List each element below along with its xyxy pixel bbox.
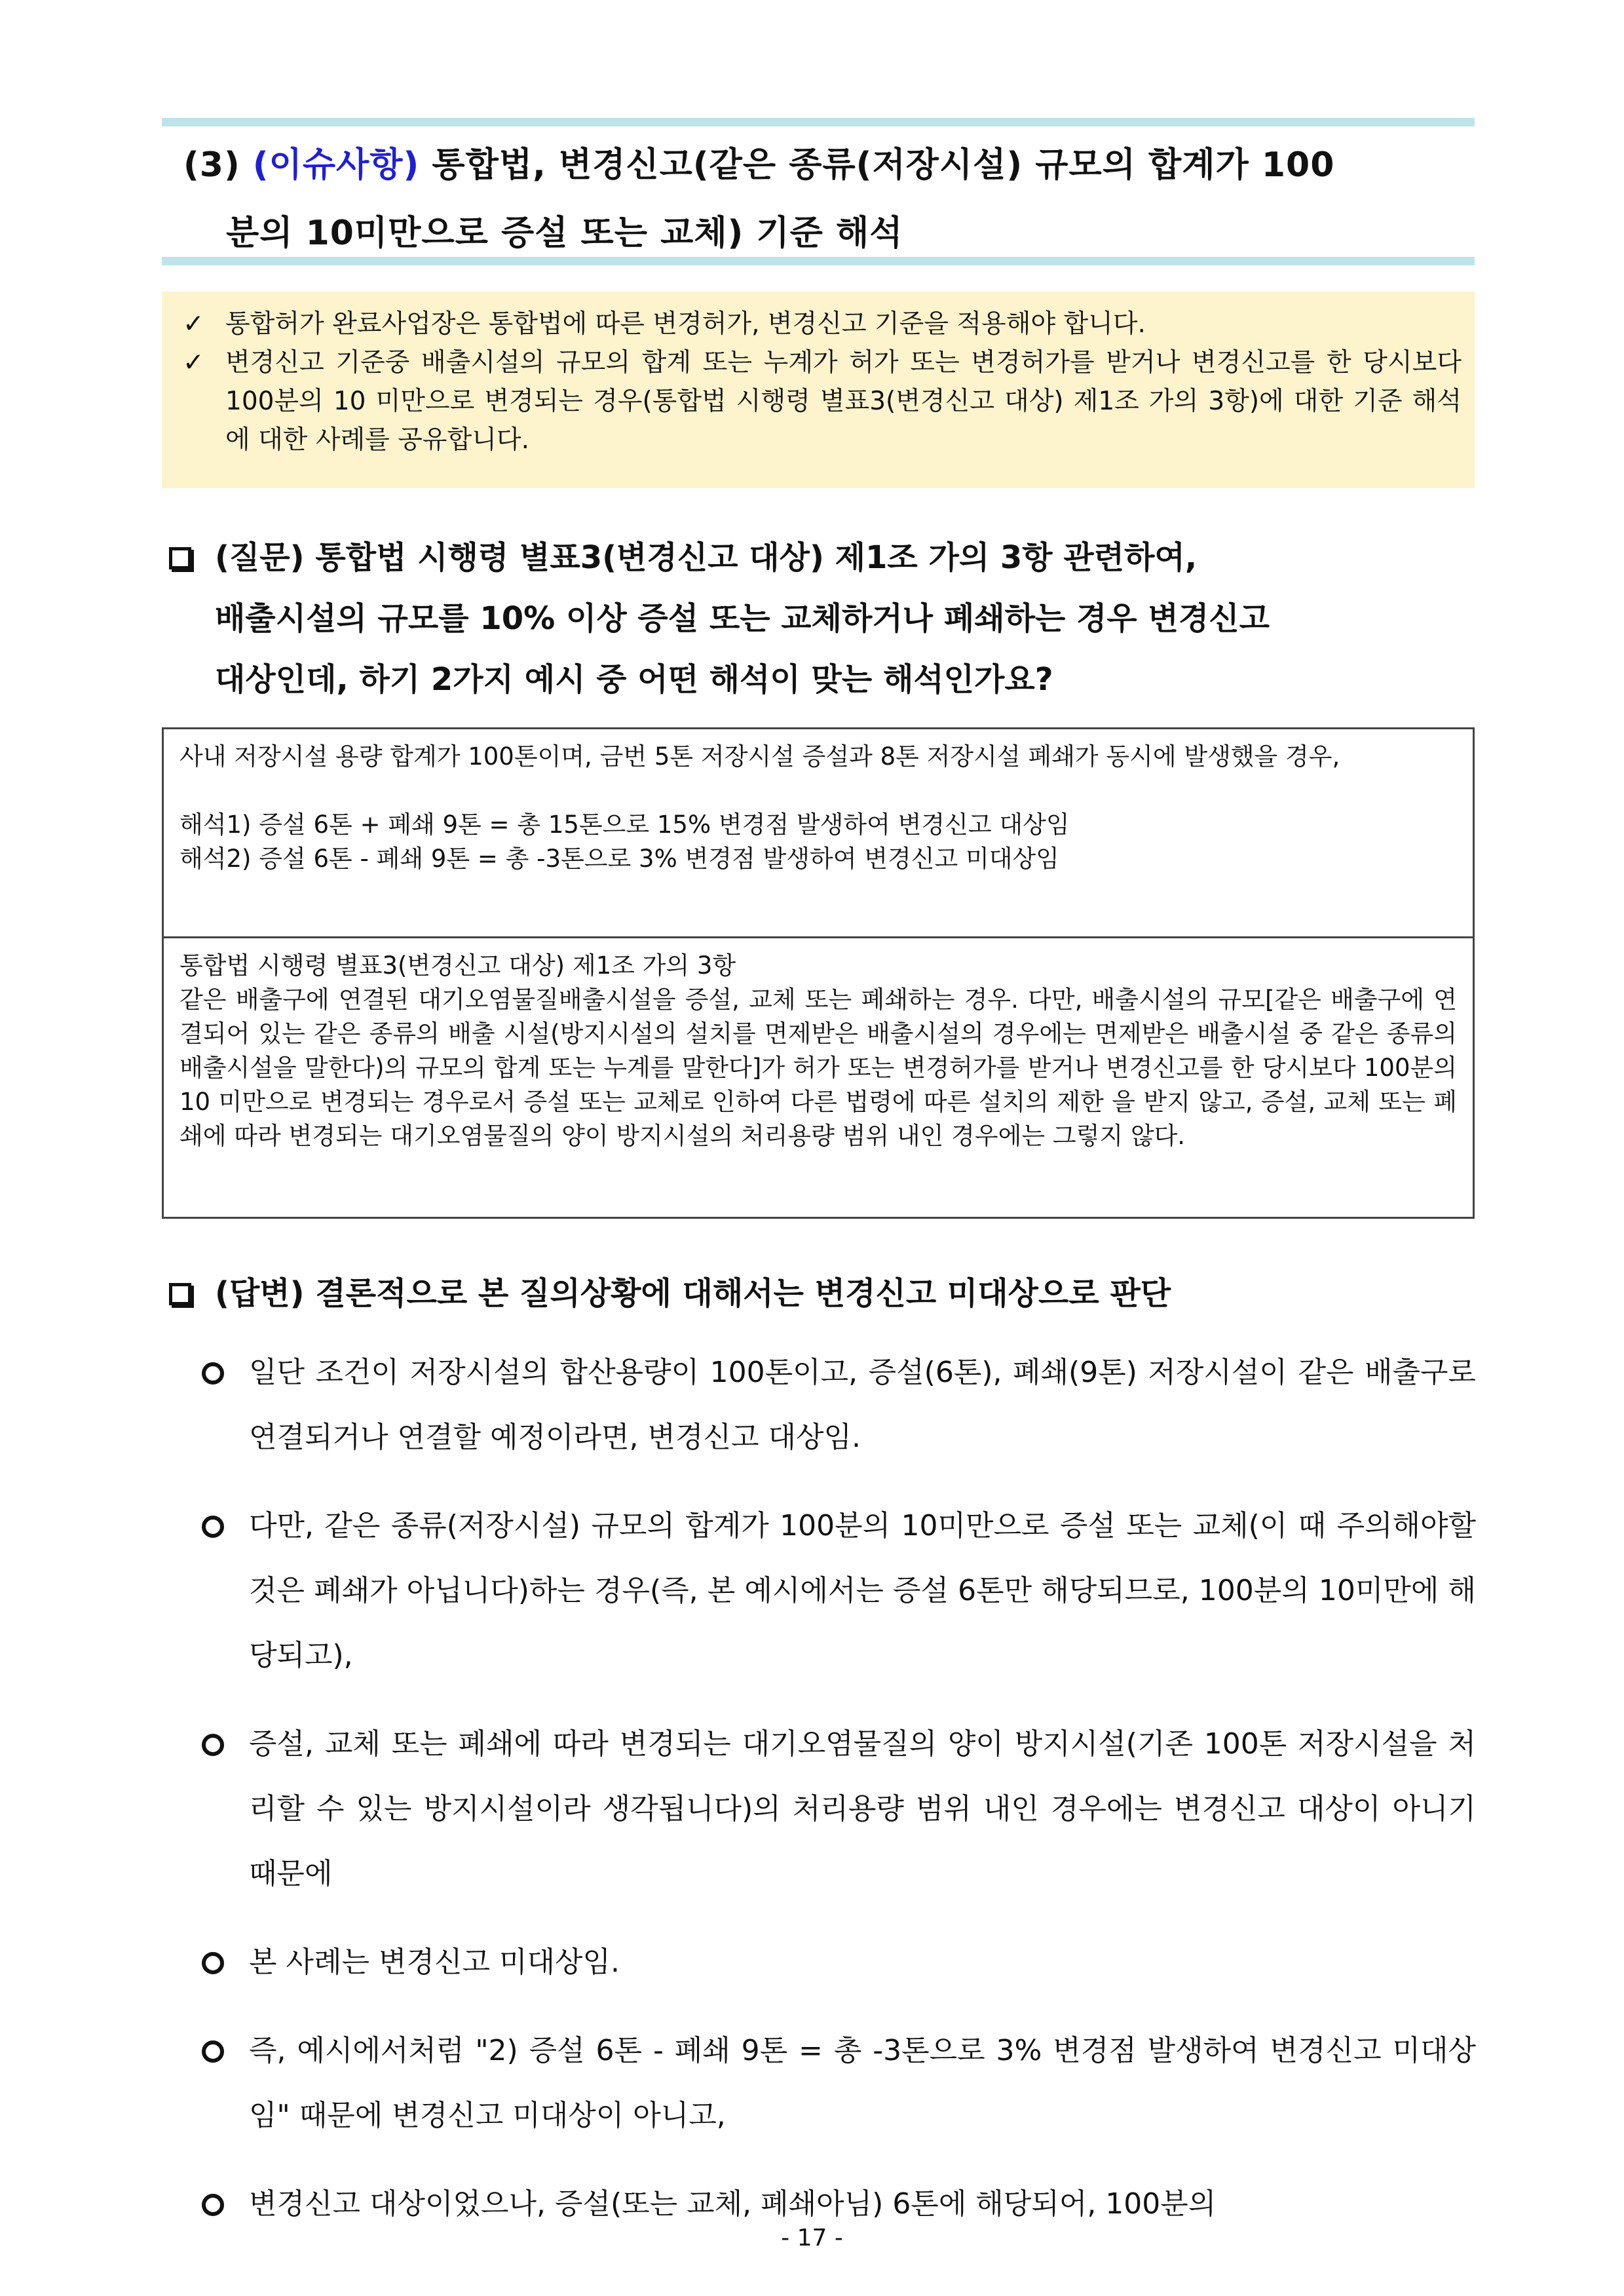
check-icon: ✓ [183,348,204,377]
page-number: - 17 - [781,2225,843,2251]
regulation-heading: 통합법 시행령 별표3(변경신고 대상) 제1조 가의 3항 [179,951,736,980]
question-line: 배출시설의 규모를 10% 이상 증설 또는 교체하거나 폐쇄하는 경우 변경신고 [215,600,1270,637]
question-heading [169,527,1476,710]
circle-bullet-icon [202,2040,224,2063]
list-item [197,1493,1476,1688]
point-text: 변경신고 대상이었으나, 증설(또는 교체, 폐쇄아님) 6톤에 해당되어, 100분의 [249,2187,1217,2221]
title-rule-top [162,118,1475,126]
question-label: (질문) [215,539,305,576]
title-rule-bottom [162,257,1475,265]
title-line-1: 통합법, 변경신고(같은 종류(저장시설) 규모의 합계가 100 [432,145,1335,185]
circle-bullet-icon [202,2194,224,2216]
title-line-2: 분의 10미만으로 증설 또는 교체) 기준 해석 [226,214,903,253]
answer-headline: 결론적으로 본 질의상황에 대해서는 변경신고 미대상으로 판단 [315,1275,1171,1312]
summary-note [162,292,1475,488]
summary-item [183,343,1462,459]
list-item [197,2018,1476,2148]
check-icon: ✓ [183,309,204,339]
summary-item [183,305,1462,343]
regulation-box [162,936,1475,1219]
question-line-1: 통합법 시행령 별표3(변경신고 대상) 제1조 가의 3항 관련하여, [315,539,1198,576]
issue-tag: (이슈사항) [252,145,420,185]
point-text: 다만, 같은 종류(저장시설) 규모의 합계가 100분의 10미만으로 증설 또는 교체(이 때 주의해야할것은 폐쇄가 아닙니다)하는 경우(즉, 본 예시에서는 증설 6톤만 해당되므로, 100분의 10미만에 해당되고), [249,1509,1476,1672]
example-intro: 사내 저장시설 용량 합계가 100톤이며, 금번 5톤 저장시설 증설과 8톤 저장시설 폐쇄가 동시에 발생했을 경우, [179,742,1340,771]
point-text: 본 사례는 변경신고 미대상임. [249,1945,620,1979]
answer-heading [169,1263,1476,1324]
summary-text: 통합허가 완료사업장은 통합법에 따른 변경허가, 변경신고 기준을 적용해야 합니다. [225,309,1146,339]
summary-text: 변경신고 기준중 배출시설의 규모의 합계 또는 누계가 허가 또는 변경허가를 받거나 변경신고를 한 당시보다 100분의 10 미만으로 변경되는 경우(통합법 시행령 별표3(변경신고 대상) 제1조 가의 3항)에 대한 기준 해석에 대한 사례를 공유합니다. [225,348,1462,455]
list-item [197,1930,1476,1995]
question-line: 대상인데, 하기 2가지 예시 중 어떤 해석이 맞는 해석인가요? [215,661,1053,698]
circle-bullet-icon [202,1516,224,1538]
square-bullet-icon [169,547,191,569]
section-title [183,131,1467,267]
circle-bullet-icon [202,1362,224,1385]
point-text: 일단 조건이 저장시설의 합산용량이 100톤이고, 증설(6톤), 폐쇄(9톤) 저장시설이 같은 배출구로 연결되거나 연결할 예정이라면, 변경신고 대상임. [249,1356,1476,1454]
interpretation-1: 해석1) 증설 6톤 + 폐쇄 9톤 = 총 15톤으로 15% 변경점 발생하여 변경신고 대상임 [179,811,1070,839]
point-text: 증설, 교체 또는 폐쇄에 따라 변경되는 대기오염물질의 양이 방지시설(기존 100톤 저장시설을 처리할 수 있는 방지시설이라 생각됩니다)의 처리용량 범위 내인 경우에는 변경신고 대상이 아니기 때문에 [249,1727,1476,1890]
interpretation-2: 해석2) 증설 6톤 - 폐쇄 9톤 = 총 -3톤으로 3% 변경점 발생하여 변경신고 미대상임 [179,845,1059,873]
square-bullet-icon [169,1283,191,1305]
answer-label: (답변) [215,1275,305,1312]
section-number: (3) [183,145,240,185]
answer-line [169,1263,1476,1324]
circle-bullet-icon [202,1952,224,1974]
answer-points [197,1340,1476,2260]
question-line [169,527,1476,588]
point-text: 즉, 예시에서처럼 "2) 증설 6톤 - 폐쇄 9톤 = 총 -3톤으로 3% 변경점 발생하여 변경신고 미대상임" 때문에 변경신고 미대상이 아니고, [249,2034,1476,2132]
regulation-body: 같은 배출구에 연결된 대기오염물질배출시설을 증설, 교체 또는 폐쇄하는 경우. 다만, 배출시설의 규모[같은 배출구에 연결되어 있는 같은 종류의 배출 시설(방지시설의 설치를 면제받은 배출시설의 경우에는 면제받은 배출시설 중 같은 종류의 배출시설을 말한다)의 규모의 합계 또는 누계를 말한다]가 허가 또는 변경허가를 받거나 변경신고를 한 당시보다 100분의 10 미만으로 변경되는 경우로서 증설 또는 교체로 인하여 다른 법령에 따른 설치의 제한 을 받지 않고, 증설, 교체 또는 폐쇄에 따라 변경되는 대기오염물질의 양이 방지시설의 처리용량 범위 내인 경우에는 그렇지 않다. [179,985,1457,1150]
circle-bullet-icon [202,1734,224,1756]
list-item [197,1712,1476,1906]
list-item [197,1340,1476,1470]
example-box [162,727,1475,938]
spacer [179,774,1457,808]
